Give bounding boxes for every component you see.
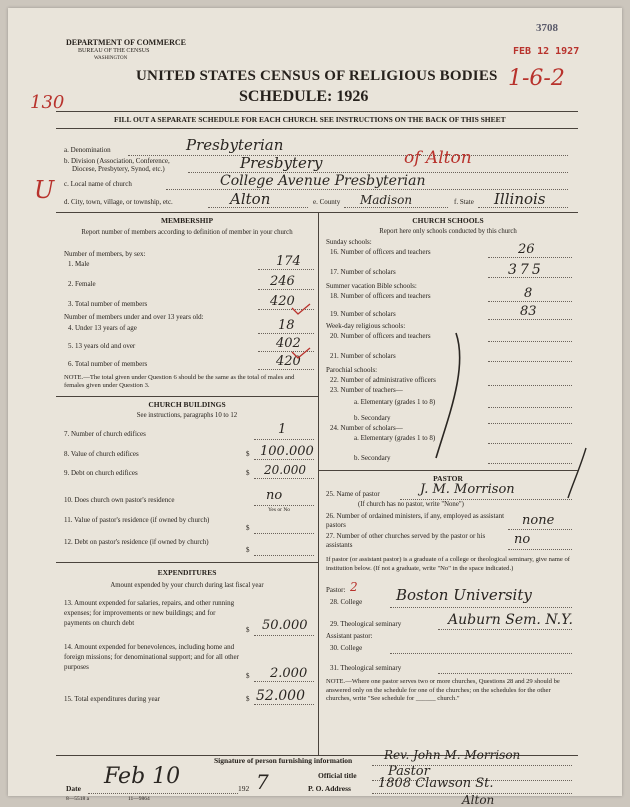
- q17-value: 375: [508, 262, 544, 278]
- buildings-title: CHURCH BUILDINGS: [148, 400, 226, 409]
- q2-label: 2. Female: [68, 280, 96, 288]
- expenditures-title: EXPENDITURES: [157, 568, 217, 577]
- schools-title: CHURCH SCHOOLS: [412, 216, 484, 225]
- q17-label: 17. Number of scholars: [330, 268, 396, 276]
- division-value-red: of Alton: [404, 148, 472, 168]
- census-schedule-page: [8, 8, 622, 807]
- q11-label: 11. Value of pastor's residence (if owned by church): [64, 516, 210, 524]
- q1-label: 1. Male: [68, 260, 90, 268]
- signature-value: Rev. John M. Morrison: [384, 748, 521, 762]
- church-name-label: c. Local name of church: [64, 180, 132, 188]
- official-title-value: Pastor: [388, 764, 430, 779]
- weekday-label: Week-day religious schools:: [326, 322, 406, 330]
- summer-label: Summer vacation Bible schools:: [326, 282, 417, 290]
- date-label: Date: [66, 784, 81, 793]
- pastor-sub-label: Pastor:: [326, 586, 346, 594]
- q13-label: 13. Amount expended for salaries, repairs, and other running expenses; for improvements or new buildings; and for payments on church debt: [64, 599, 235, 627]
- q3-value: 420: [270, 294, 295, 309]
- graduate-note: If pastor (or assistant pastor) is a graduate of a college or theological seminary, give name of institution below. (If not a graduate, write "No" in the space indicated.): [326, 556, 571, 572]
- q27-value: no: [514, 532, 531, 547]
- q9-value: 20.000: [264, 463, 306, 477]
- form-title: UNITED STATES CENSUS OF RELIGIOUS BODIES: [136, 68, 498, 84]
- q16-value: 26: [518, 242, 535, 257]
- q23-label: 23. Number of teachers—: [330, 386, 403, 394]
- q1-value: 174: [276, 254, 301, 269]
- q12-label: 12. Debt on pastor's residence (if owned by church): [64, 538, 209, 546]
- red-mark-right: 1-6-2: [508, 66, 565, 91]
- q2-value: 246: [270, 274, 295, 289]
- q5-value: 402: [276, 336, 301, 351]
- q14-label: 14. Amount expended for benevolences, including home and foreign missions; for denominational support; and for all other purposes: [64, 643, 239, 671]
- schedule-title: SCHEDULE: 1926: [239, 88, 369, 105]
- membership-note: NOTE.—The total given under Question 6 should be the same as the total of males and females given under Question 3.: [64, 374, 295, 389]
- q14-dollar: $: [246, 672, 250, 680]
- q31-label: 31. Theological seminary: [330, 664, 402, 672]
- date-value: Feb 10: [104, 764, 181, 789]
- po-address-value: 1808 Clawson St.: [378, 776, 494, 791]
- q10-label: 10. Does church own pastor's residence: [64, 496, 175, 504]
- po-address-value-2: Alton: [462, 793, 495, 807]
- q7-value: 1: [278, 422, 287, 437]
- q8-dollar: $: [246, 450, 250, 458]
- q20-label: 20. Number of officers and teachers: [330, 332, 431, 340]
- q13-dollar: $: [246, 626, 250, 634]
- q24b-label: b. Secondary: [354, 454, 391, 462]
- q4-value: 18: [278, 318, 295, 333]
- city-label-field: d. City, town, village, or township, etc.: [64, 198, 173, 206]
- assistant-pastor-label: Assistant pastor:: [326, 632, 373, 640]
- q28-value: Boston University: [396, 586, 532, 604]
- year-print: 192: [238, 784, 250, 793]
- q25-value: J. M. Morrison: [420, 482, 515, 497]
- q14-value: 2.000: [270, 666, 308, 681]
- city-label: WASHINGTON: [94, 56, 128, 61]
- form-number: 3708: [536, 22, 558, 34]
- division-label-1: b. Division (Association, Conference,: [64, 157, 170, 165]
- q8-value: 100.000: [260, 444, 314, 459]
- q18-value: 8: [524, 286, 533, 301]
- denomination-value: Presbyterian: [186, 136, 284, 154]
- under-over-label: Number of members under and over 13 years old:: [64, 313, 204, 321]
- pastor-note: NOTE.—Where one pastor serves two or more churches, Questions 28 and 29 should be answered only on the schedule for one of the churches; on the schedules for the other churches, write "See schedule for ______ church.": [326, 678, 560, 702]
- q6-value: 420: [276, 354, 301, 369]
- q24a-label: a. Elementary (grades 1 to 8): [354, 434, 436, 442]
- form-code-2: 11—9864: [128, 796, 150, 802]
- signature-label: Signature of person furnishing information: [214, 756, 353, 765]
- official-title-label: Official title: [318, 771, 357, 780]
- q6-label: 6. Total number of members: [68, 360, 148, 368]
- q15-label: 15. Total expenditures during year: [64, 695, 160, 703]
- q15-value: 52.000: [256, 688, 305, 704]
- q12-dollar: $: [246, 546, 250, 554]
- membership-title: MEMBERSHIP: [160, 216, 214, 225]
- q26-value: none: [522, 513, 555, 528]
- by-sex-label: Number of members, by sex:: [64, 250, 146, 258]
- q10-value: no: [266, 488, 283, 503]
- q25-sub: (If church has no pastor, write "None"): [358, 501, 464, 508]
- expenditures-intro: Amount expended by your church during last fiscal year: [110, 582, 264, 589]
- schools-intro: Report here only schools conducted by this church: [379, 228, 517, 235]
- county-label: e. County: [313, 198, 341, 206]
- city-value: Alton: [230, 190, 271, 208]
- instruction-line: FILL OUT A SEPARATE SCHEDULE FOR EACH CHURCH. SEE INSTRUCTIONS ON THE BACK OF THIS SHEET: [114, 115, 506, 124]
- q24-label: 24. Number of scholars—: [330, 424, 403, 432]
- q16-label: 16. Number of officers and teachers: [330, 248, 431, 256]
- church-name-value: College Avenue Presbyterian: [220, 173, 426, 189]
- q30-label: 30. College: [330, 644, 363, 652]
- state-label: f. State: [454, 198, 474, 206]
- q22-label: 22. Number of administrative officers: [330, 376, 436, 384]
- q19-label: 19. Number of scholars: [330, 310, 396, 318]
- q8-label: 8. Value of church edifices: [64, 450, 139, 458]
- county-value: Madison: [360, 193, 413, 207]
- buildings-intro: See instructions, paragraphs 10 to 12: [136, 412, 238, 419]
- q18-label: 18. Number of officers and teachers: [330, 292, 431, 300]
- q29-value: Auburn Sem. N.Y.: [448, 612, 574, 628]
- pastor-red-mark: 2: [350, 580, 358, 594]
- q28-label: 28. College: [330, 598, 363, 606]
- bureau-label: BUREAU OF THE CENSUS: [78, 48, 150, 54]
- red-margin-mark: U: [34, 176, 55, 204]
- received-stamp: FEB 12 1927: [513, 46, 580, 57]
- q23b-label: b. Secondary: [354, 414, 391, 422]
- membership-intro: Report number of members according to definition of member in your church: [81, 229, 293, 236]
- q4-label: 4. Under 13 years of age: [68, 324, 137, 332]
- q5-label: 5. 13 years old and over: [68, 342, 136, 350]
- q10-sub: Yes or No: [268, 507, 291, 513]
- parochial-label: Parochial schools:: [326, 366, 378, 374]
- state-value: Illinois: [494, 190, 546, 208]
- q21-label: 21. Number of scholars: [330, 352, 396, 360]
- q25-label: 25. Name of pastor: [326, 490, 380, 498]
- division-label-2: Diocese, Presbytery, Synod, etc.): [72, 165, 165, 173]
- q7-label: 7. Number of church edifices: [64, 430, 146, 438]
- q19-value: 83: [520, 304, 537, 319]
- q15-dollar: $: [246, 695, 250, 703]
- department-label: DEPARTMENT OF COMMERCE: [66, 38, 187, 47]
- year-hand: 7: [256, 770, 269, 794]
- red-mark-left: 130: [30, 92, 65, 113]
- denomination-label: a. Denomination: [64, 146, 111, 154]
- form-code: 8—5518 a: [66, 796, 90, 802]
- q3-label: 3. Total number of members: [68, 300, 148, 308]
- q11-dollar: $: [246, 524, 250, 532]
- q13-value: 50.000: [262, 618, 308, 633]
- q9-dollar: $: [246, 469, 250, 477]
- q29-label: 29. Theological seminary: [330, 620, 402, 628]
- po-address-label: P. O. Address: [308, 784, 351, 793]
- pastor-title: PASTOR: [433, 474, 463, 483]
- division-value: Presbytery: [240, 154, 323, 172]
- q23a-label: a. Elementary (grades 1 to 8): [354, 398, 436, 406]
- q9-label: 9. Debt on church edifices: [64, 469, 138, 477]
- red-check-marks: [288, 288, 328, 368]
- sunday-label: Sunday schools:: [326, 238, 372, 246]
- q27-label: 27. Number of other churches served by the pastor or his assistants: [326, 532, 486, 549]
- q26-label: 26. Number of ordained ministers, if any, employed as assistant pastors: [326, 512, 505, 529]
